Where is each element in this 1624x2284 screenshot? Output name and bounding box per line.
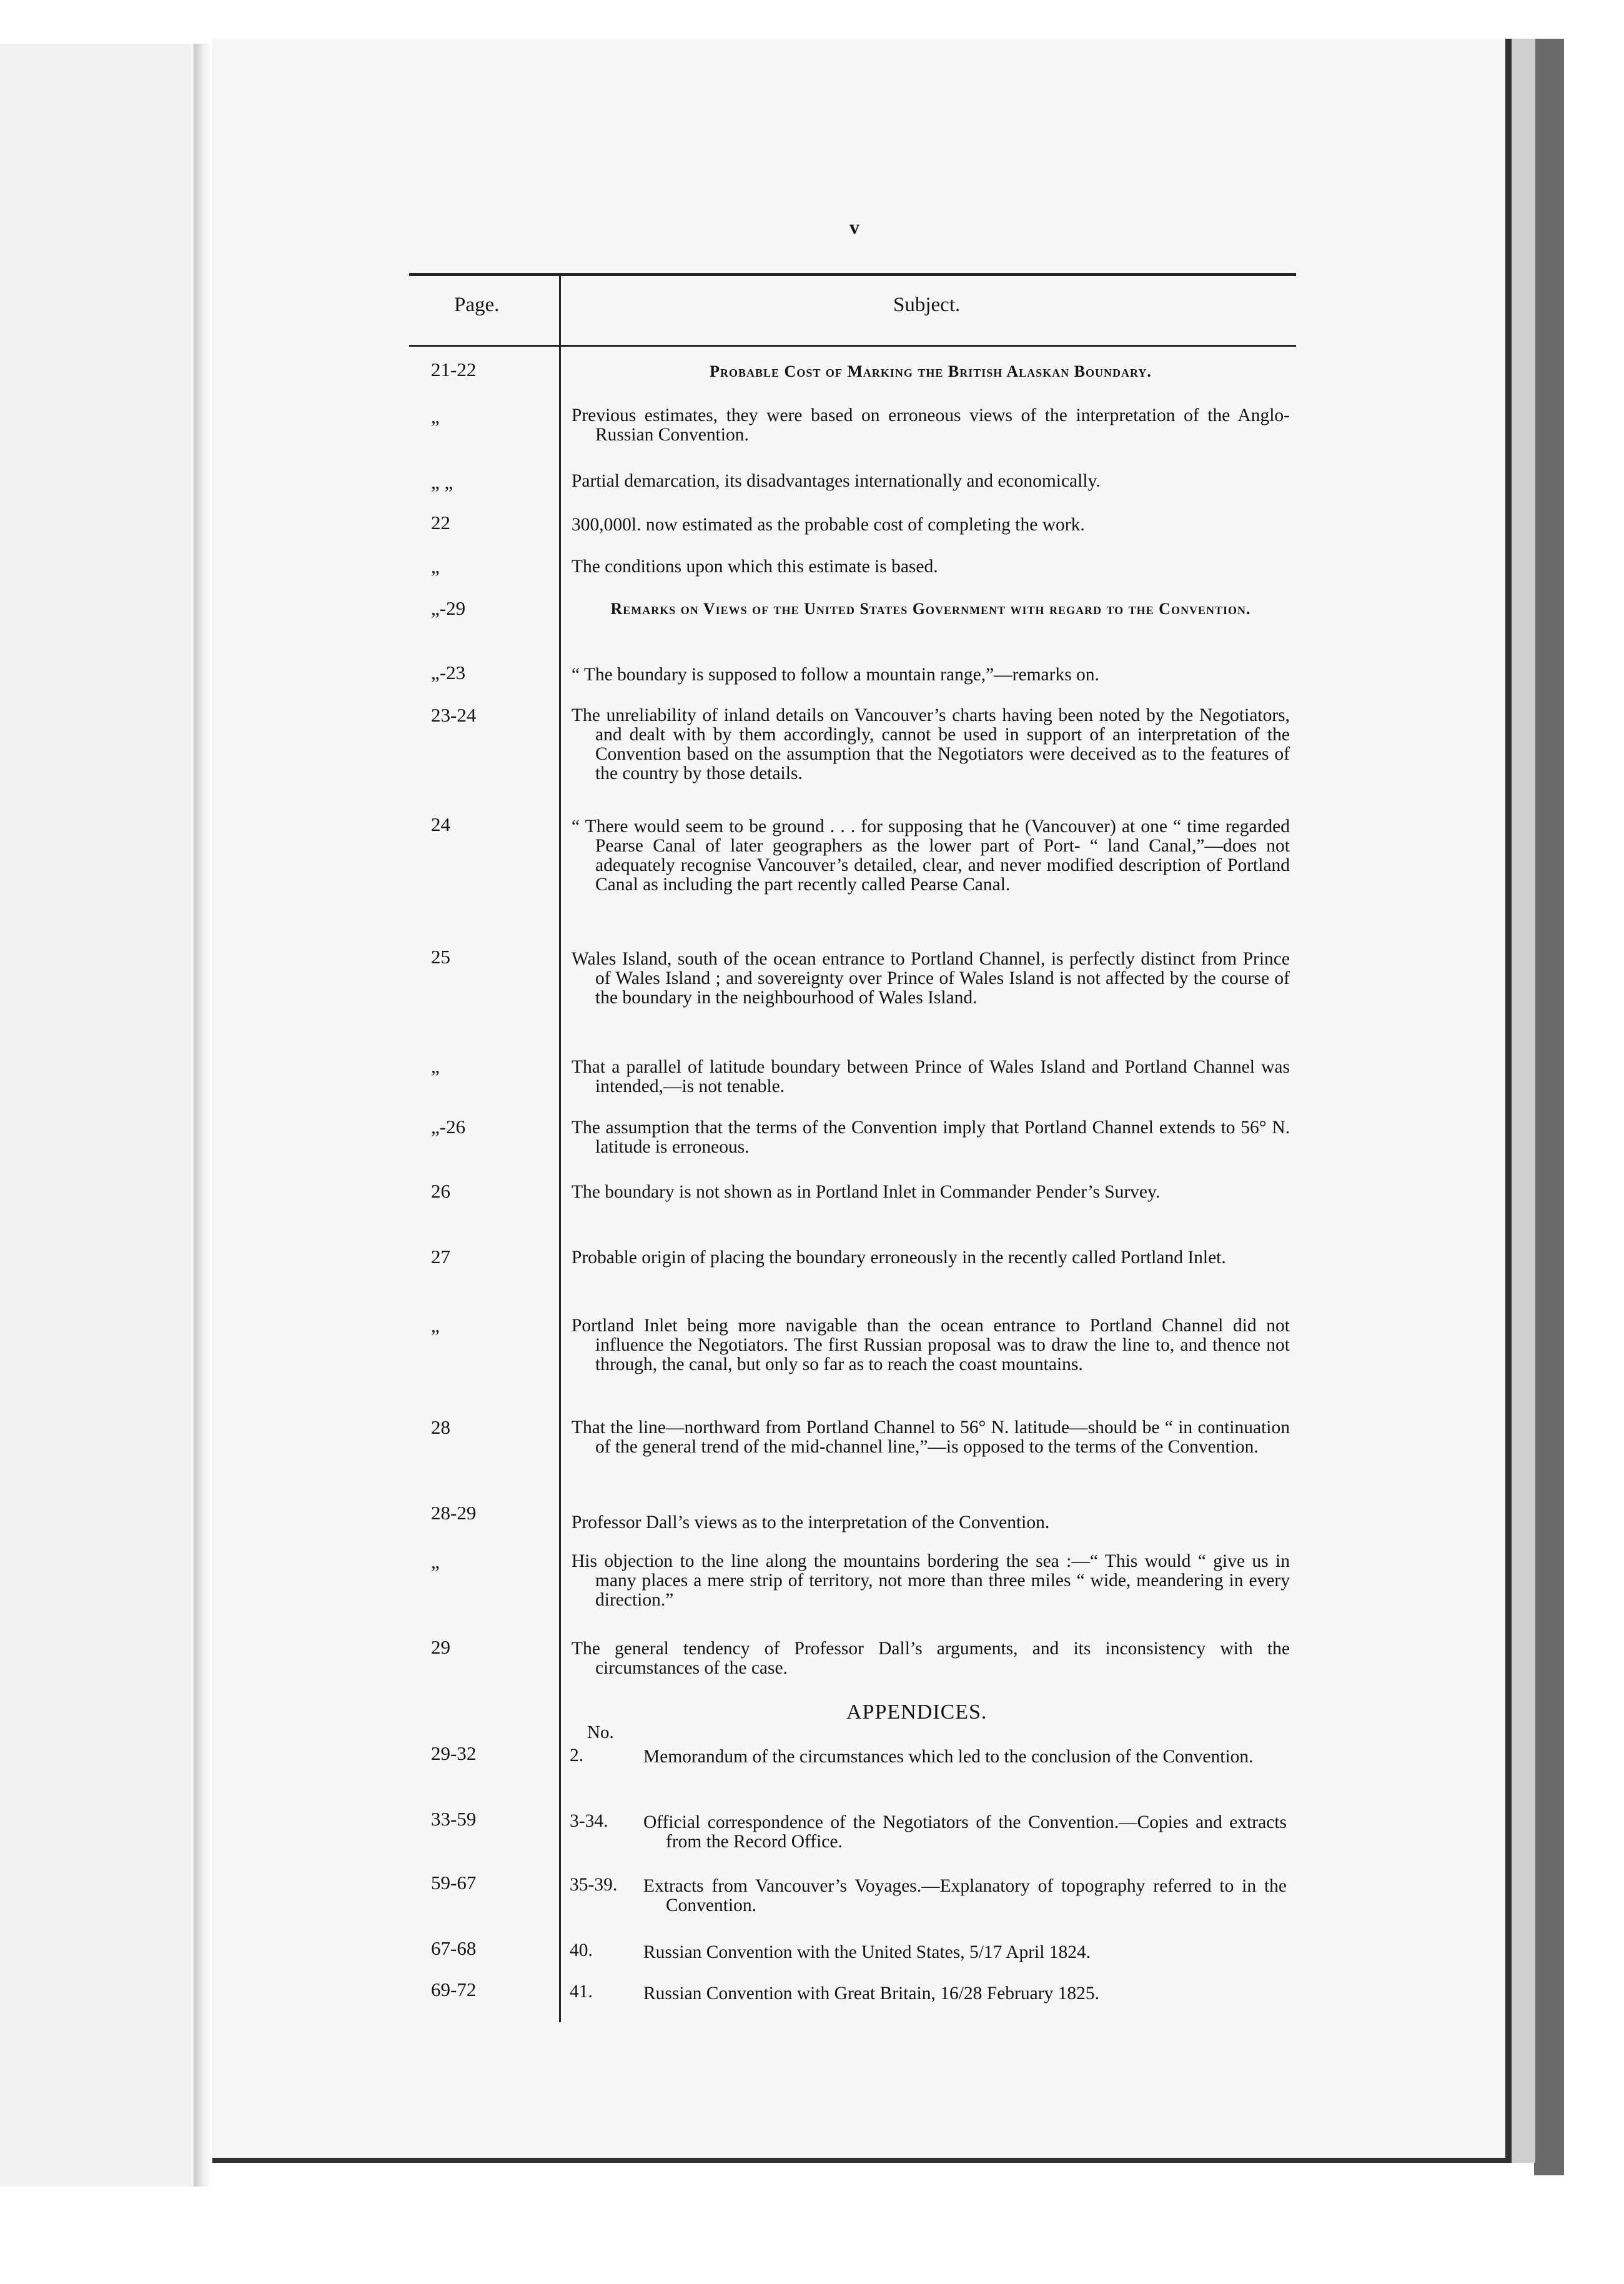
appendix-number: 3-34. — [570, 1811, 608, 1831]
appendix-subject: Russian Convention with the United States, 5/17 April 1824. — [643, 1942, 1091, 1962]
appendix-number: 41. — [570, 1982, 593, 2002]
entry-page: „-26 — [431, 1116, 466, 1138]
entry-page: 26 — [431, 1180, 450, 1202]
entry-page: „-29 — [431, 597, 466, 619]
entry-page: „ — [431, 1055, 440, 1077]
entry-subject: His objection to the line along the mountains bordering the sea :—“ This would “ give us in many places a mere strip of territory, not more than three miles “ wide, meandering in every direction.” — [572, 1551, 1290, 1610]
entry-subject: The assumption that the terms of the Convention imply that Portland Channel extends to 56° N. latitude is erroneous. — [572, 1118, 1290, 1157]
entry-page: 67-68 — [431, 1937, 477, 1959]
entry-page: 28 — [431, 1416, 450, 1438]
column-header-subject: Subject. — [893, 294, 961, 316]
facing-page — [0, 44, 197, 2187]
entry-subject: The unreliability of inland details on Vancouver’s charts having been noted by the Negotiators, and dealt with by them accordingly, cannot be used in support of an interpretation of the Convention based on the assumption that the Negotiators were deceived as to the features of the country by those details. — [572, 705, 1290, 783]
entry-page: 23-24 — [431, 704, 477, 726]
entry-page: „-23 — [431, 662, 466, 683]
header-top-rule — [409, 273, 1296, 276]
entry-subject: Previous estimates, they were based on erroneous views of the interpretation of the Anglo-Russian Convention. — [572, 405, 1290, 445]
appendix-subject: Extracts from Vancouver’s Voyages.—Explanatory of topography referred to in the Convention. — [643, 1876, 1287, 1915]
entry-page: „ „ — [431, 471, 453, 493]
entry-page: 29-32 — [431, 1742, 477, 1764]
section-heading: Remarks on Views of the United States Government with regard to the Convention. — [610, 600, 1251, 618]
entry-page: 27 — [431, 1246, 450, 1268]
page-folio: v — [849, 216, 859, 238]
appendix-subject: Memorandum of the circumstances which led to the conclusion of the Convention. — [643, 1747, 1254, 1767]
column-header-page: Page. — [454, 294, 500, 316]
entry-subject: That a parallel of latitude boundary between Prince of Wales Island and Portland Channel was intended,—is not tenable. — [572, 1057, 1290, 1096]
entry-page: 25 — [431, 946, 450, 968]
entry-page: „ — [431, 555, 440, 577]
entry-page: „ — [431, 405, 440, 427]
entry-page: 59-67 — [431, 1872, 477, 1894]
entry-subject: The conditions upon which this estimate is based. — [572, 557, 938, 577]
entry-subject: The boundary is not shown as in Portland Inlet in Commander Pender’s Survey. — [572, 1182, 1161, 1202]
entry-subject: Probable origin of placing the boundary erroneously in the recently called Portland Inlet. — [572, 1248, 1226, 1268]
entry-subject: 300,000l. now estimated as the probable cost of completing the work. — [572, 515, 1085, 535]
header-bottom-rule — [409, 345, 1296, 347]
page-shadow — [1534, 39, 1564, 2175]
entry-page: „ — [431, 1551, 440, 1572]
entry-subject: “ There would seem to be ground . . . for supposing that he (Vancouver) at one “ time regarded Pearse Canal of later geographers as the lower part of Port- “ land Canal,”—does not adequately recognise Vancouver’s detailed, clear, and never modified description of Portland Canal as including the part recently called Pearse Canal. — [572, 817, 1290, 895]
page-gutter — [194, 44, 210, 2187]
appendix-number: 40. — [570, 1940, 593, 1960]
entry-subject: Professor Dall’s views as to the interpretation of the Convention. — [572, 1512, 1050, 1532]
entry-page: 29 — [431, 1636, 450, 1658]
entry-subject: Portland Inlet being more navigable than the ocean entrance to Portland Channel did not influence the Negotiators. The first Russian proposal was to draw the line to, and thence not through, the canal, but only so far as to reach the coast mountains. — [572, 1316, 1290, 1374]
entry-subject: That the line—northward from Portland Channel to 56° N. latitude—should be “ in continuation of the general trend of the mid-channel line,”—is opposed to the terms of the Convention. — [572, 1418, 1290, 1457]
entry-page: 69-72 — [431, 1979, 477, 2000]
appendix-subject: Russian Convention with Great Britain, 16/28 February 1825. — [643, 1984, 1100, 2003]
entry-page: 28-29 — [431, 1502, 477, 1524]
entry-subject: “ The boundary is supposed to follow a mountain range,”—remarks on. — [572, 665, 1099, 685]
entry-subject: The general tendency of Professor Dall’s arguments, and its inconsistency with the circumstances of the case. — [572, 1639, 1290, 1678]
entry-page: „ — [431, 1314, 440, 1336]
column-rule — [559, 273, 561, 2022]
appendices-heading: APPENDICES. — [846, 1701, 988, 1724]
page-edge — [1512, 39, 1535, 2163]
section-heading: Probable Cost of Marking the British Alaskan Boundary. — [710, 362, 1152, 380]
entry-page: 24 — [431, 813, 450, 835]
appendix-subject: Official correspondence of the Negotiators of the Convention.—Copies and extracts from the Record Office. — [643, 1812, 1287, 1852]
appendix-number: 35-39. — [570, 1875, 618, 1895]
entry-page: 22 — [431, 512, 450, 534]
appendix-number: 2. — [570, 1745, 584, 1765]
entry-page: 21-22 — [431, 359, 477, 380]
appendix-number-label: No. — [587, 1722, 614, 1742]
entry-subject: Partial demarcation, its disadvantages internationally and economically. — [572, 471, 1101, 491]
entry-page: 33-59 — [431, 1808, 477, 1830]
entry-subject: Wales Island, south of the ocean entrance to Portland Channel, is perfectly distinct from Prince of Wales Island ; and sovereignty over Prince of Wales Island is not affected by the course of the boundary in the neighbourhood of Wales Island. — [572, 949, 1290, 1008]
